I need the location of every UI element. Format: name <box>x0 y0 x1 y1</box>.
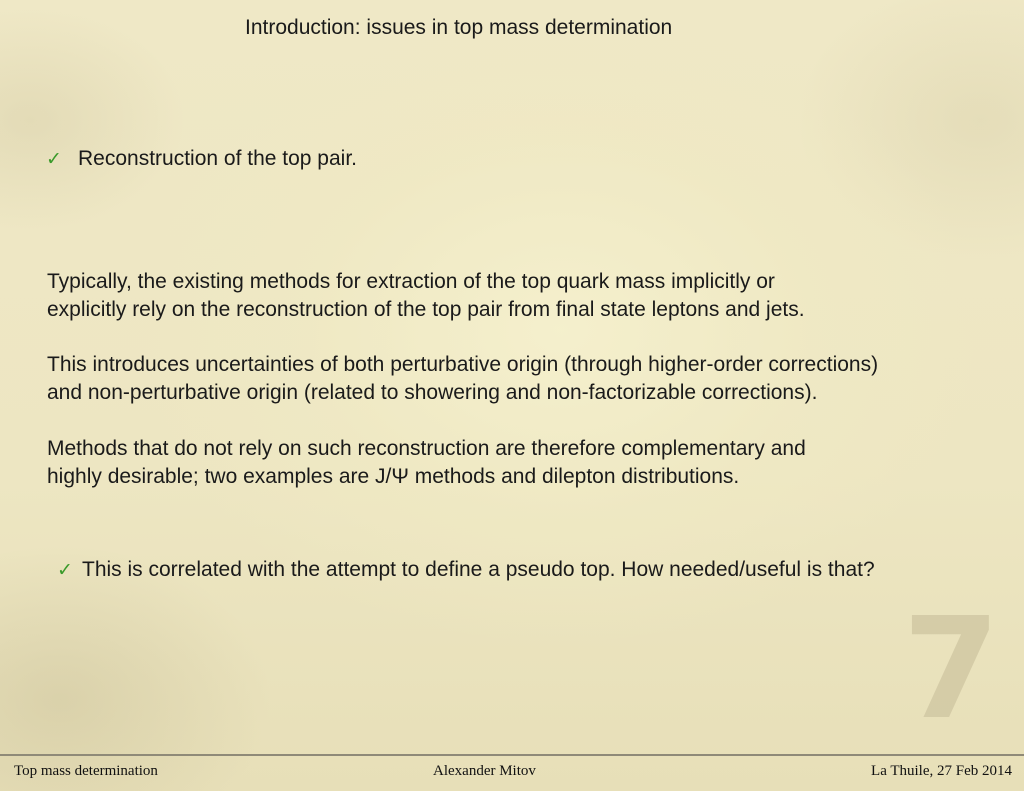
checkmark-icon: ✓ <box>57 559 73 581</box>
page-number: 7 <box>902 588 1000 751</box>
checkmark-icon: ✓ <box>46 148 62 170</box>
footer-venue-date: La Thuile, 27 Feb 2014 <box>871 763 1012 779</box>
paragraph-uncertainties <box>47 351 1007 407</box>
paragraph-line: This introduces uncertainties of both perturbative origin (through higher-order corrections) <box>47 353 879 376</box>
paragraph-line: Methods that do not rely on such reconstruction are therefore complementary and <box>47 437 806 460</box>
paragraph-line: Typically, the existing methods for extraction of the top quark mass implicitly or <box>47 270 775 293</box>
footer-divider <box>0 754 1024 756</box>
paragraph-line: and non-perturbative origin (related to showering and non-factorizable corrections). <box>47 381 818 404</box>
slide-title: Introduction: issues in top mass determination <box>245 16 673 39</box>
paragraph-complementary <box>47 435 1007 491</box>
bullet-pseudo-top: This is correlated with the attempt to define a pseudo top. How needed/useful is that? <box>82 558 875 581</box>
footer-topic: Top mass determination <box>14 763 158 779</box>
paragraph-line: highly desirable; two examples are J/Ψ methods and dilepton distributions. <box>47 465 740 488</box>
paragraph-line: explicitly rely on the reconstruction of the top pair from final state leptons and jets. <box>47 298 805 321</box>
footer-author: Alexander Mitov <box>433 763 536 779</box>
bullet-reconstruction: Reconstruction of the top pair. <box>78 147 357 170</box>
paragraph-methods <box>47 268 1007 324</box>
